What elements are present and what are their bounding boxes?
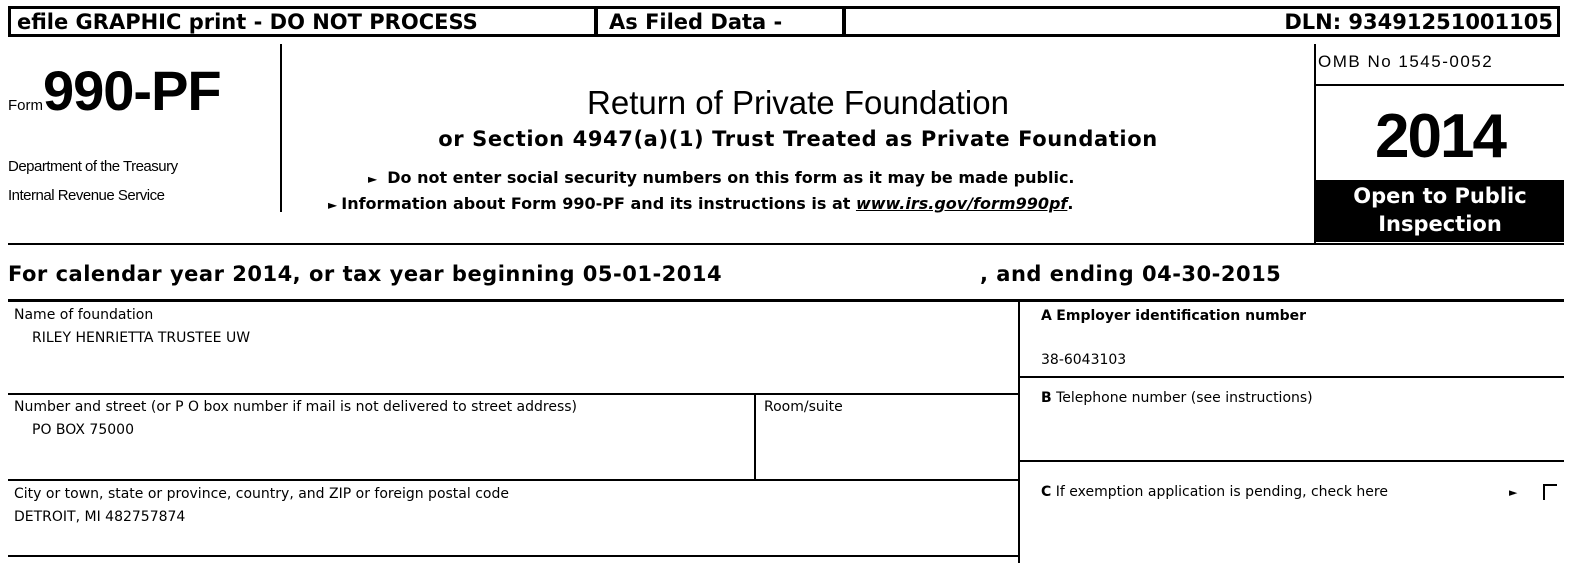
form-id [8,58,221,123]
city-value[interactable]: DETROIT, MI 482757874 [14,509,186,525]
tax-year: 2014 [1375,102,1505,171]
street-label: Number and street (or P O box number if mail is not delivered to street address) [14,399,577,415]
dept-line-2: Internal Revenue Service [8,187,165,204]
arrow-right-icon: ► [1509,486,1518,499]
ein-value[interactable]: 38-6043103 [1041,352,1127,368]
top-banner [8,6,1560,37]
form-title: Return of Private Foundation [587,84,1009,121]
efile-label: efile GRAPHIC print - DO NOT PROCESS [17,9,478,34]
name-label: Name of foundation [14,307,154,323]
info-note-period: . [1067,194,1074,213]
row-rule [1020,376,1564,378]
tax-year-end: , and ending 04-30-2015 [980,262,1282,286]
open-to-public-badge [1316,180,1564,242]
phone-label [1041,390,1313,406]
open-line-2: Inspection [1378,212,1502,236]
form-word: Form [8,97,43,114]
omb-number: OMB No 1545-0052 [1318,52,1494,71]
info-note-text: Information about Form 990-PF and its instructions is at [341,194,856,213]
room-suite-label: Room/suite [764,399,843,415]
as-filed-label: As Filed Data - [609,9,783,34]
row-rule [8,555,1018,557]
row-rule [1020,460,1564,462]
exemption-letter: C [1041,484,1052,500]
exemption-label [1041,484,1388,500]
exemption-pending-checkbox[interactable] [1543,484,1557,500]
form-subtitle: or Section 4947(a)(1) Trust Treated as Private Foundation [438,127,1158,151]
dln-label: DLN: 93491251001105 [1284,9,1553,34]
foundation-name-value[interactable]: RILEY HENRIETTA TRUSTEE UW [32,330,251,346]
banner-divider [594,9,598,34]
arrow-right-icon: ► [368,172,378,186]
section-top-rule [8,299,1564,302]
row-rule [8,393,1018,395]
header-bottom-rule [8,243,1564,245]
phone-label-text: Telephone number (see instructions) [1056,390,1313,406]
arrow-right-icon: ► [328,198,338,212]
open-line-1: Open to Public [1353,184,1527,208]
phone-letter: B [1041,390,1052,406]
form-number: 990-PF [43,59,221,122]
info-note [328,194,1073,213]
ein-letter: A [1041,308,1052,324]
ein-label-text: Employer identification number [1056,308,1307,324]
ssn-note-text: Do not enter social security numbers on this form as it may be made public. [387,168,1075,187]
banner-divider [842,9,846,34]
column-divider [1018,302,1020,563]
tax-year-begin: For calendar year 2014, or tax year beginning 05-01-2014 [8,262,723,286]
irs-link[interactable]: www.irs.gov/form990pf [855,194,1068,213]
dept-line-1: Department of the Treasury [8,158,178,175]
street-value[interactable]: PO BOX 75000 [32,422,134,438]
city-label: City or town, state or province, country, and ZIP or foreign postal code [14,486,509,502]
ein-label [1041,308,1306,324]
omb-rule [1316,84,1564,86]
ssn-note [368,168,1075,187]
row-rule [8,479,1018,481]
room-divider [754,395,756,480]
exemption-label-text: If exemption application is pending, check here [1055,484,1388,500]
